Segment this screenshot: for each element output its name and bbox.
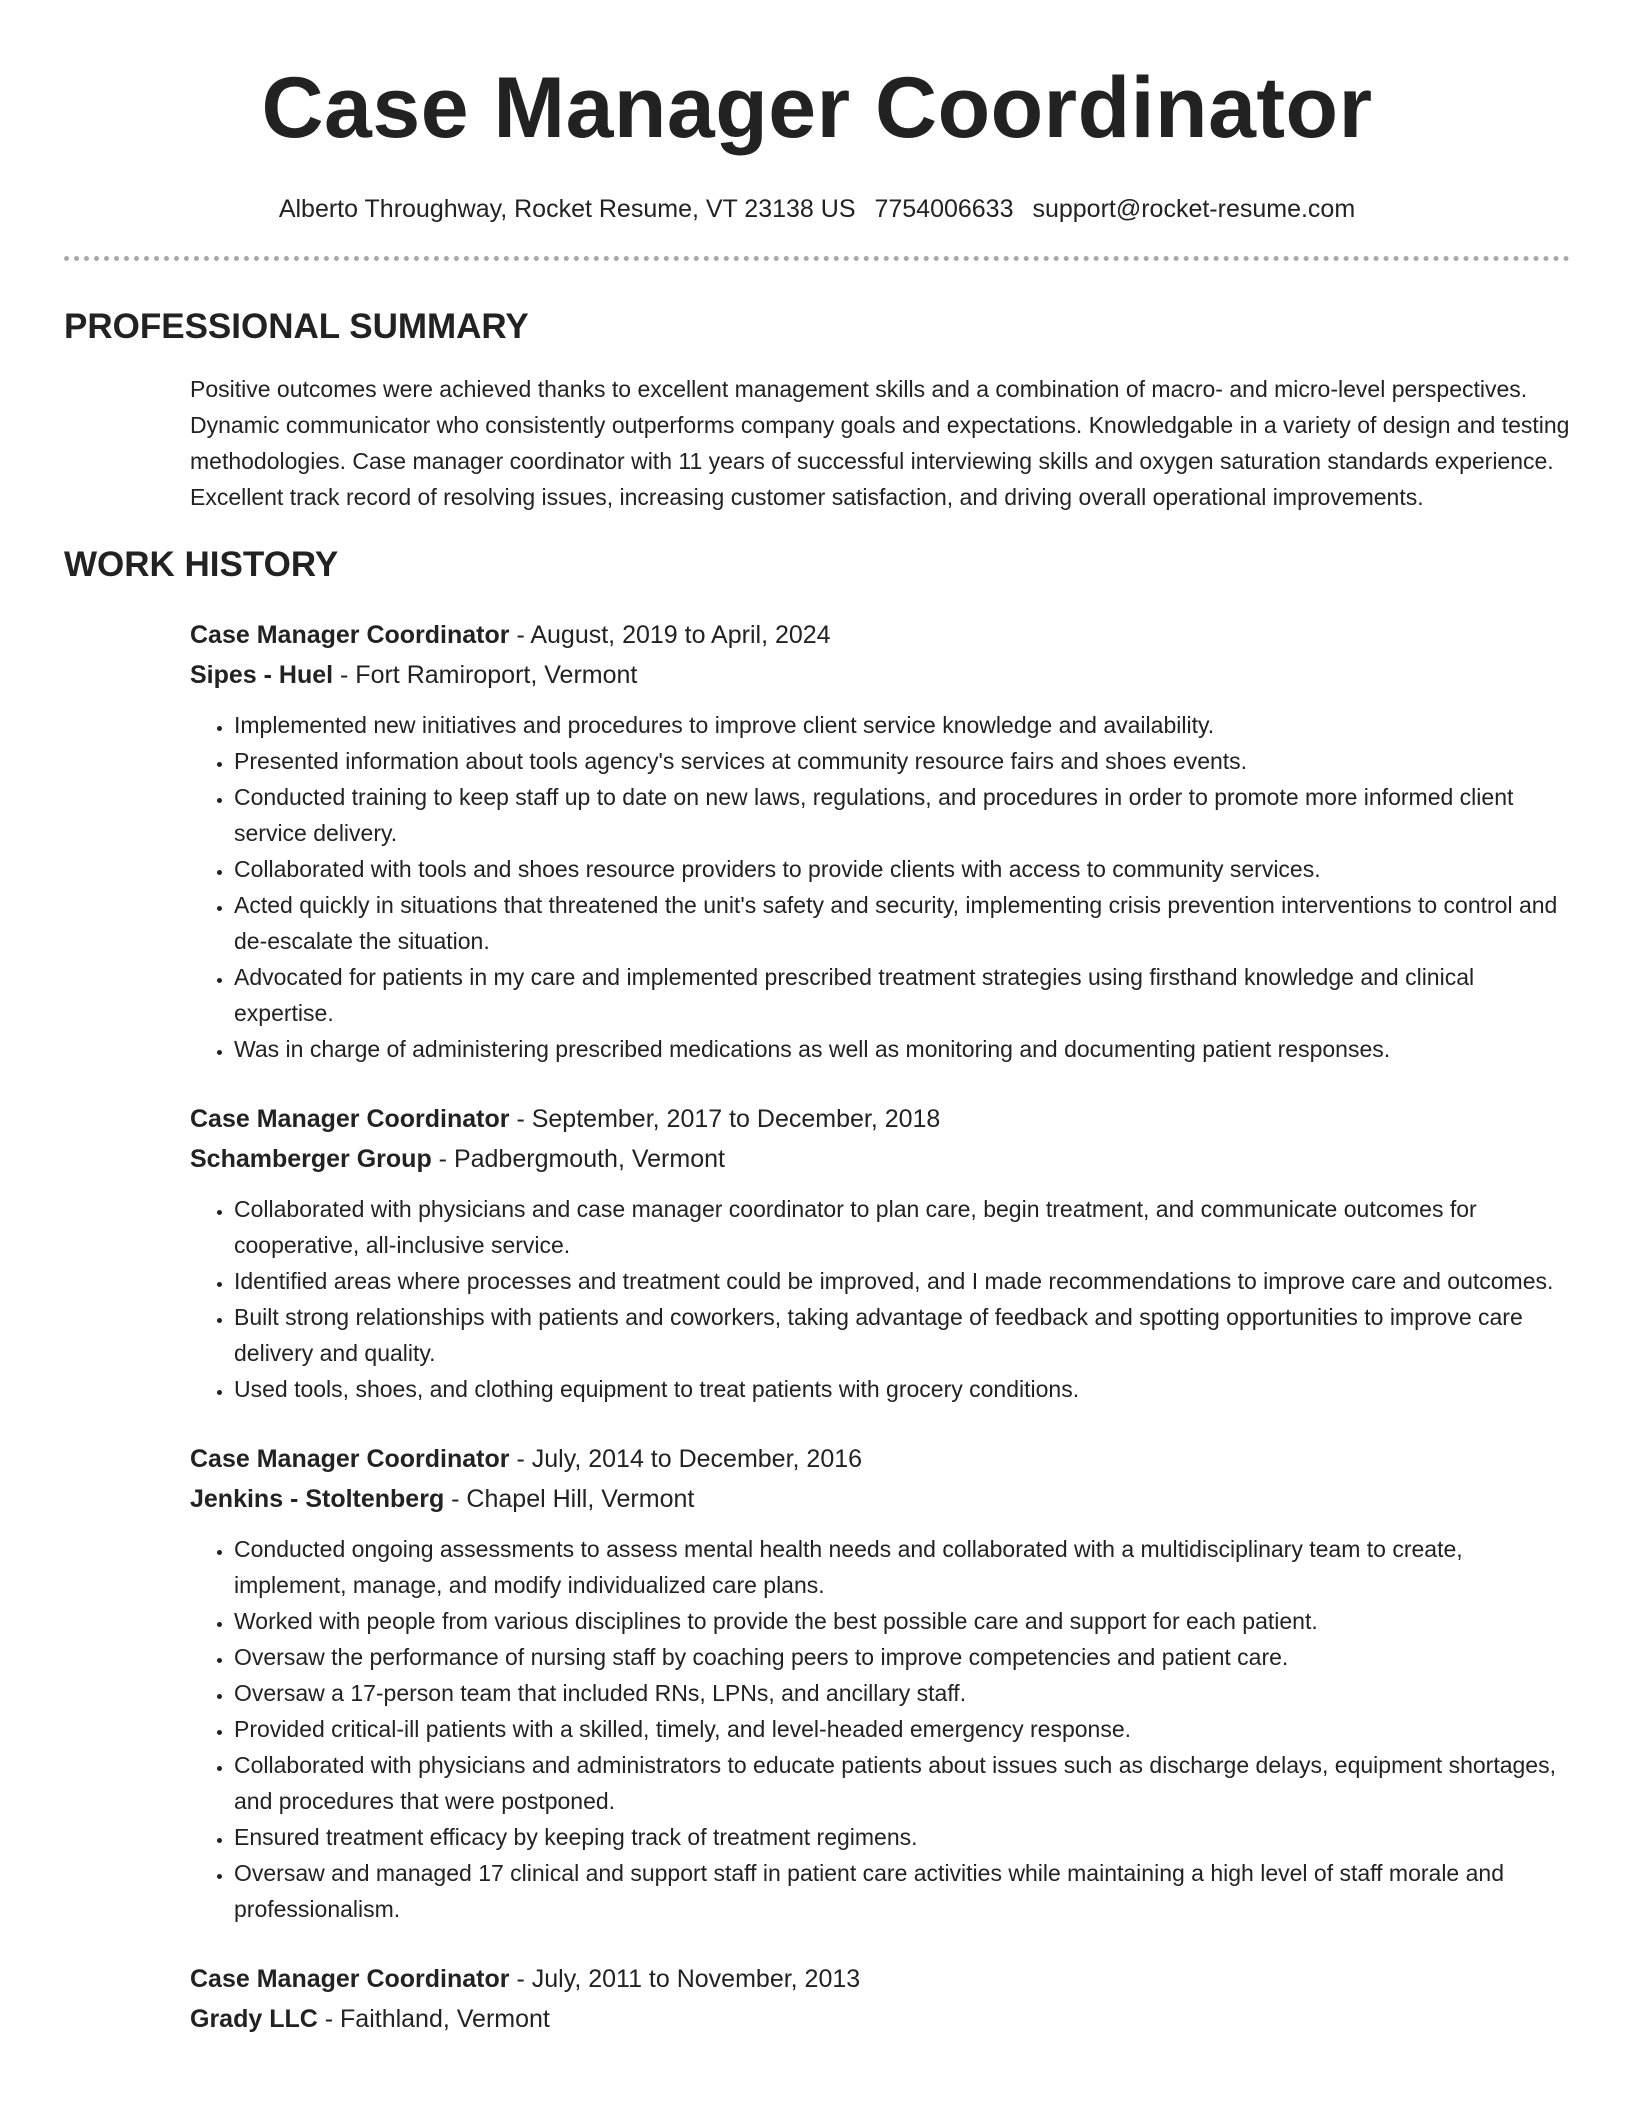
list-item: • Implemented new initiatives and procedures to improve client service knowledge and availability. bbox=[234, 707, 1570, 743]
job-company: Jenkins - Stoltenberg bbox=[190, 1485, 445, 1513]
list-item: • Conducted ongoing assessments to assess mental health needs and collaborated with a multidisciplinary team to create, implement, manage, and modify individualized care plans. bbox=[234, 1531, 1570, 1603]
list-item: • Built strong relationships with patients and coworkers, taking advantage of feedback and spotting opportunities to improve care delivery and quality. bbox=[234, 1299, 1570, 1371]
job-role: Case Manager Coordinator bbox=[190, 621, 510, 649]
job-role: Case Manager Coordinator bbox=[190, 1965, 510, 1993]
work-history-list bbox=[64, 615, 1570, 2039]
job-entry bbox=[190, 1439, 1570, 1927]
job-company: Schamberger Group bbox=[190, 1145, 432, 1173]
job-title-line bbox=[190, 615, 1570, 655]
job-title-line bbox=[190, 1099, 1570, 1139]
contact-address: Alberto Throughway, Rocket Resume, VT 23138 US bbox=[278, 195, 856, 223]
job-entry bbox=[190, 615, 1570, 1067]
job-title-line bbox=[190, 1439, 1570, 1479]
list-item: • Identified areas where processes and treatment could be improved, and I made recommendations to improve care and outcomes. bbox=[234, 1263, 1570, 1299]
job-entry bbox=[190, 1099, 1570, 1407]
work-history-heading: WORK HISTORY bbox=[64, 545, 339, 584]
summary-heading: PROFESSIONAL SUMMARY bbox=[64, 307, 529, 346]
list-item: • Collaborated with physicians and case manager coordinator to plan care, begin treatment, and communicate outcomes for cooperative, all-inclusive service. bbox=[234, 1191, 1570, 1263]
header-divider bbox=[64, 256, 1570, 261]
list-item: • Oversaw a 17-person team that included RNs, LPNs, and ancillary staff. bbox=[234, 1675, 1570, 1711]
resume-name: Case Manager Coordinator bbox=[261, 60, 1373, 156]
contact-line bbox=[64, 194, 1570, 224]
summary-text: Positive outcomes were achieved thanks to excellent management skills and a combination of macro- and micro-level perspectives. Dynamic communicator who consistently outperforms company goals and expectations. Knowledgable in a variety of design and testing methodologies. Case manager coordinator with 11 years of successful interviewing skills and oxygen saturation standards experience. Excellent track record of resolving issues, increasing customer satisfaction, and driving overall operational improvements. bbox=[190, 376, 1570, 510]
list-item: • Collaborated with tools and shoes resource providers to provide clients with access to community services. bbox=[234, 851, 1570, 887]
contact-phone: 7754006633 bbox=[874, 195, 1014, 223]
job-location: - Chapel Hill, Vermont bbox=[444, 1485, 695, 1513]
job-bullets bbox=[190, 1191, 1570, 1407]
list-item: • Oversaw the performance of nursing staff by coaching peers to improve competencies and patient care. bbox=[234, 1639, 1570, 1675]
list-item: • Oversaw and managed 17 clinical and support staff in patient care activities while maintaining a high level of staff morale and professionalism. bbox=[234, 1855, 1570, 1927]
list-item: • Conducted training to keep staff up to date on new laws, regulations, and procedures in order to promote more informed client service delivery. bbox=[234, 779, 1570, 851]
job-dates: - July, 2014 to December, 2016 bbox=[509, 1445, 863, 1473]
job-bullets bbox=[190, 1531, 1570, 1927]
job-role: Case Manager Coordinator bbox=[190, 1105, 510, 1133]
job-location: - Faithland, Vermont bbox=[317, 2005, 550, 2033]
job-company-line bbox=[190, 1999, 1570, 2039]
list-item: • Used tools, shoes, and clothing equipment to treat patients with grocery conditions. bbox=[234, 1371, 1570, 1407]
list-item: • Worked with people from various disciplines to provide the best possible care and support for each patient. bbox=[234, 1603, 1570, 1639]
job-dates: - September, 2017 to December, 2018 bbox=[509, 1105, 941, 1133]
job-location: - Padbergmouth, Vermont bbox=[431, 1145, 725, 1173]
job-entry bbox=[190, 1959, 1570, 2039]
contact-email: support@rocket-resume.com bbox=[1032, 195, 1356, 223]
list-item: • Ensured treatment efficacy by keeping track of treatment regimens. bbox=[234, 1819, 1570, 1855]
job-dates: - August, 2019 to April, 2024 bbox=[509, 621, 831, 649]
list-item: • Presented information about tools agency's services at community resource fairs and shoes events. bbox=[234, 743, 1570, 779]
list-item: • Acted quickly in situations that threatened the unit's safety and security, implementing crisis prevention interventions to control and de-escalate the situation. bbox=[234, 887, 1570, 959]
job-company-line bbox=[190, 1479, 1570, 1519]
job-company: Grady LLC bbox=[190, 2005, 318, 2033]
job-location: - Fort Ramiroport, Vermont bbox=[333, 661, 638, 689]
list-item: • Was in charge of administering prescribed medications as well as monitoring and documenting patient responses. bbox=[234, 1031, 1570, 1067]
job-company: Sipes - Huel bbox=[190, 661, 334, 689]
list-item: • Advocated for patients in my care and implemented prescribed treatment strategies using firsthand knowledge and clinical expertise. bbox=[234, 959, 1570, 1031]
job-dates: - July, 2011 to November, 2013 bbox=[509, 1965, 861, 1993]
resume-page bbox=[64, 0, 1570, 2039]
job-company-line bbox=[190, 655, 1570, 695]
job-company-line bbox=[190, 1139, 1570, 1179]
list-item: • Provided critical-ill patients with a skilled, timely, and level-headed emergency response. bbox=[234, 1711, 1570, 1747]
job-bullets bbox=[190, 707, 1570, 1067]
job-role: Case Manager Coordinator bbox=[190, 1445, 510, 1473]
job-title-line bbox=[190, 1959, 1570, 1999]
list-item: • Collaborated with physicians and administrators to educate patients about issues such as discharge delays, equipment shortages, and procedures that were postponed. bbox=[234, 1747, 1570, 1819]
